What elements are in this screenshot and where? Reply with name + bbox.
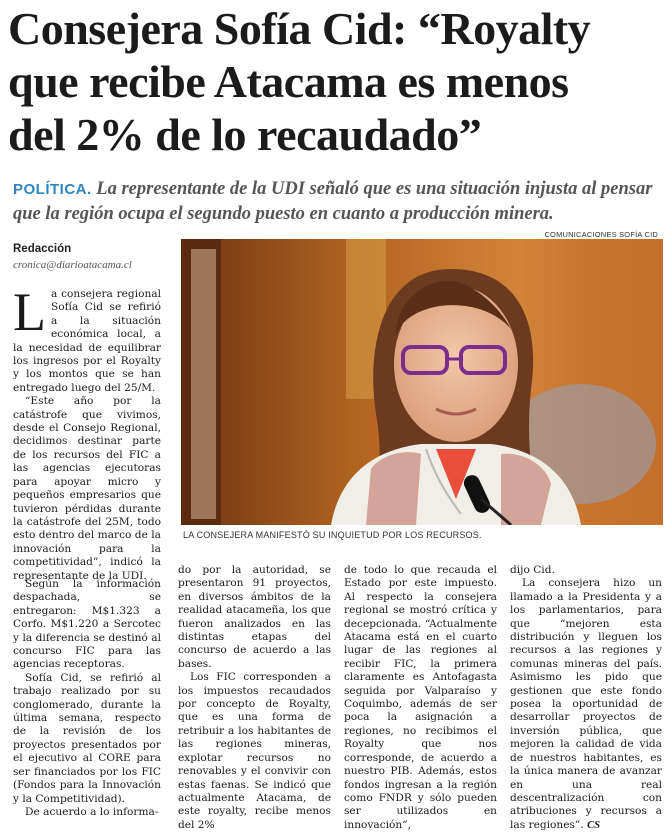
paragraph: de todo lo que recauda el Estado por este impuesto. Al respecto la consejera regional se mostró crítica y decepcionada. “Actualmente Atacama está en el cuarto lugar de las regiones al recibir FIC, la primera claramente es Antofagasta seguida por Valparaíso y Coquimbo, además de ser poca la asignación a regiones, no recibimos el Royalty que nos corresponde, de acuerdo a nuestro PIB. Además, estos fondos ingresan a la región como FNDR y sólo pueden ser utilizados en innovación”, xyxy=(344,564,497,831)
paragraph: Sofía Cid, se refirió al trabajo realizado por su conglomerado, durante la última semana, respecto de la revisión de los proyectos presentados por el ejecutivo al CORE para ser financiados por los FIC (Fondos para la Innovación y la Competitividad). xyxy=(13,671,161,805)
paragraph: dijo Cid. xyxy=(510,564,555,576)
article-column-1-continued xyxy=(13,578,161,819)
article-column-3 xyxy=(344,564,497,832)
end-mark: CS xyxy=(587,819,601,831)
byline-email[interactable]: cronica@diarioatacama.cl xyxy=(13,259,132,271)
paragraph-text: a consejera regional Sofía Cid se refirió a la situación económica local, a la necesidad de equilibrar los ingresos por el Royalty y los montos que se han entregado luego del 25/M. xyxy=(13,288,161,394)
headline-line-3: del 2% de lo recaudado” xyxy=(8,109,482,160)
photo-caption: LA CONSEJERA MANIFESTÓ SU INQUIETUD POR LOS RECURSOS. xyxy=(183,530,482,540)
paragraph: De acuerdo a lo informa- xyxy=(25,805,159,818)
photo-credit: COMUNICACIONES SOFÍA CID xyxy=(544,230,658,239)
lead-text: La representante de la UDI señaló que es una situación injusta al pensar que la región ocupa el segundo puesto en cuanto a producción minera. xyxy=(13,179,653,224)
portrait-illustration xyxy=(181,239,663,525)
paragraph: “Este año por la catástrofe que vivimos, desde el Consejo Regional, decidimos destinar parte de los recursos del FIC a las agencias ejecutoras para apoyar micro y pequeños empresarios que tuvieron pérdidas durante la catástrofe del 25M, todo esto dentro del marco de la innovación para la competitividad”, indicó la representante de la UDI. xyxy=(13,395,161,582)
paragraph-text: La consejera hizo un llamado a la Presidenta y a los parlamentarios, para que “mejoren esta distribución y lleguen los recursos a las regiones y comunas mineras del país. Asimismo les pido que gestionen que este fondo posea la oportunidad de desarrollar proyectos de inversión pública, que mejoren la calidad de vida de nuestros habitantes, es la única manera de avanzar en una real descentralización con atribuciones y recursos a las regiones”. xyxy=(510,577,662,831)
headline-line-1: Consejera Sofía Cid: “Royalty xyxy=(8,3,591,54)
article-column-2 xyxy=(178,564,331,832)
lead-paragraph xyxy=(13,177,663,226)
article-column-1 xyxy=(13,282,161,583)
article-photo xyxy=(181,239,663,525)
headline xyxy=(8,2,663,161)
section-label: POLÍTICA. xyxy=(13,181,92,198)
paragraph: Según la información despachada, se entregaron: M$1.323 a Corfo. M$1.220 a Sercotec y la diferencia se destinó al concurso FIC para las agencias receptoras. xyxy=(13,578,161,671)
byline-author: Redacción xyxy=(13,243,72,255)
article-column-4 xyxy=(510,564,662,832)
paragraph xyxy=(510,577,662,832)
paragraph: do por la autoridad, se presentaron 91 proyectos, en diversos ámbitos de la realidad atacameña, los que fueron analizados en las distintas etapas del concurso de acuerdo a las bases. xyxy=(178,564,331,670)
paragraph xyxy=(13,282,161,395)
headline-line-2: que recibe Atacama es menos xyxy=(8,56,569,107)
drop-cap: L xyxy=(13,282,46,342)
paragraph: Los FIC corresponden a los impuestos recaudados por concepto de Royalty, que es una forma de retribuir a los habitantes de las regiones mineras, explotar recursos no renovables y el convivir con estas faenas. Se indicó que actualmente Atacama, de este royalty, recibe menos del 2% xyxy=(178,671,331,831)
